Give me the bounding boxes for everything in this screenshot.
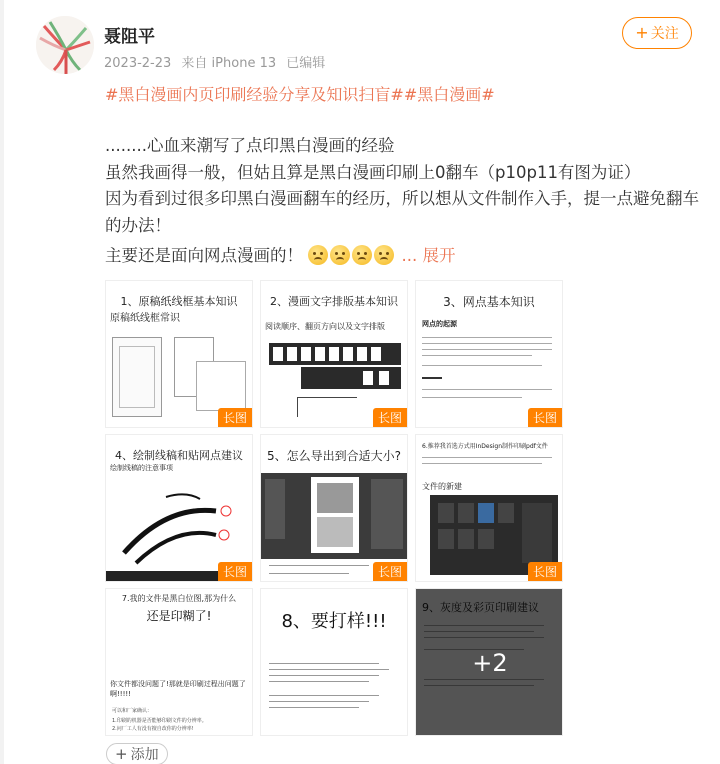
plus-icon: + (115, 745, 128, 763)
post-date[interactable]: 2023-2-23 (104, 56, 172, 71)
image-grid (105, 280, 563, 736)
manuscript-paper-graphic (112, 337, 162, 417)
tile-title: 9、灰度及彩页印刷建议 (422, 601, 539, 614)
tile-body-text: 可以和厂家确认： (112, 708, 153, 714)
tile-subtitle: 绘制线稿的注意事项 (110, 464, 173, 472)
stroke-sample-graphic (106, 475, 253, 565)
tile-body-text: 2.问厂工人有没有擅自改你的分辨率! (112, 726, 194, 732)
tile-title: 3、网点基本知识 (443, 295, 535, 309)
post-line-1: ........心血来潮写了点印黑白漫画的经验 (105, 136, 395, 155)
add-button[interactable] (106, 743, 168, 764)
post-line-3: 因为看到过很多印黑白漫画翻车的经历，所以想从文件制作入手，提一点避免翻车的办法！ (105, 189, 699, 235)
tile-subtitle: 文件的新建 (422, 482, 462, 491)
long-image-badge: 长图 (218, 408, 252, 427)
avatar[interactable] (36, 16, 94, 74)
post-line-4-wrapper (105, 243, 715, 270)
sad-face-emoji-icon (352, 245, 372, 265)
post-line-4: 主要还是面向网点漫画的！ (105, 246, 303, 265)
tile-title: 8、要打样!!! (281, 611, 387, 632)
image-tile-4[interactable] (105, 434, 253, 582)
hashtag-links[interactable]: #黑白漫画内页印刷经验分享及知识扫盲##黑白漫画# (105, 85, 495, 104)
tile-title: 2、漫画文字排版基本知识 (270, 295, 398, 308)
long-image-badge: 长图 (528, 408, 562, 427)
sad-face-emoji-icon (330, 245, 350, 265)
tile-title: 5、怎么导出到合适大小? (266, 449, 401, 463)
image-tile-5[interactable] (260, 434, 408, 582)
long-image-badge: 长图 (218, 562, 252, 581)
long-image-badge: 长图 (373, 562, 407, 581)
add-label: 添加 (130, 747, 159, 763)
avatar-image (36, 16, 94, 74)
tile-title: 7.我的文件是黑白位图,那为什么 (121, 594, 237, 603)
post-source: 来自 iPhone 13 (181, 56, 277, 71)
tile-subtitle: 原稿纸线框常识 (110, 313, 180, 324)
image-tile-3[interactable] (415, 280, 563, 428)
image-tile-7[interactable] (105, 588, 253, 736)
tile-subtitle: 还是印糊了! (146, 609, 212, 623)
image-tile-2[interactable] (260, 280, 408, 428)
panel-strip-graphic (301, 367, 401, 389)
post-line-2: 虽然我画得一般，但姑且算是黑白漫画印刷上0翻车（p10p11有图为证） (105, 162, 641, 182)
tile-body-text: 1.印刷的机器是否能够印刷文件的分辨率。 (112, 718, 207, 724)
software-screenshot-graphic (261, 473, 408, 559)
username[interactable]: 聂阻平 (104, 27, 155, 47)
post-meta (104, 52, 331, 71)
tile-title: 6.推荐我首选方式用InDesign制作印刷pdf文件 (422, 443, 548, 450)
panel-strip-graphic (269, 343, 401, 365)
image-tile-6[interactable] (415, 434, 563, 582)
tile-title: 1、原稿纸线框基本知识 (120, 295, 238, 308)
follow-label: 关注 (650, 26, 679, 42)
image-tile-9[interactable] (415, 588, 563, 736)
follow-button[interactable] (622, 17, 692, 49)
image-tile-8[interactable] (260, 588, 408, 736)
long-image-badge: 长图 (373, 408, 407, 427)
more-images-count: +2 (472, 649, 508, 677)
sad-face-emoji-icon (308, 245, 328, 265)
more-images-overlay[interactable] (416, 589, 563, 736)
manuscript-paper-graphic (196, 361, 246, 411)
tile-title: 4、绘制线稿和贴网点建议 (115, 449, 243, 462)
tile-body-text: 你文件都没问题了!那就是印刷过程出问题了啊!!!!! (110, 680, 246, 698)
sketch-graphic (297, 397, 357, 417)
tile-subtitle: 阅读顺序、翻页方向以及文字排版 (265, 322, 385, 331)
edited-label[interactable]: 已编辑 (286, 56, 326, 71)
tile-subtitle: 网点的起源 (422, 320, 457, 328)
image-tile-1[interactable] (105, 280, 253, 428)
post-body (105, 133, 715, 270)
expand-link[interactable]: ... 展开 (401, 246, 456, 265)
sad-face-emoji-icon (374, 245, 394, 265)
long-image-badge: 长图 (528, 562, 562, 581)
left-divider (0, 0, 4, 764)
plus-icon: + (635, 23, 649, 42)
